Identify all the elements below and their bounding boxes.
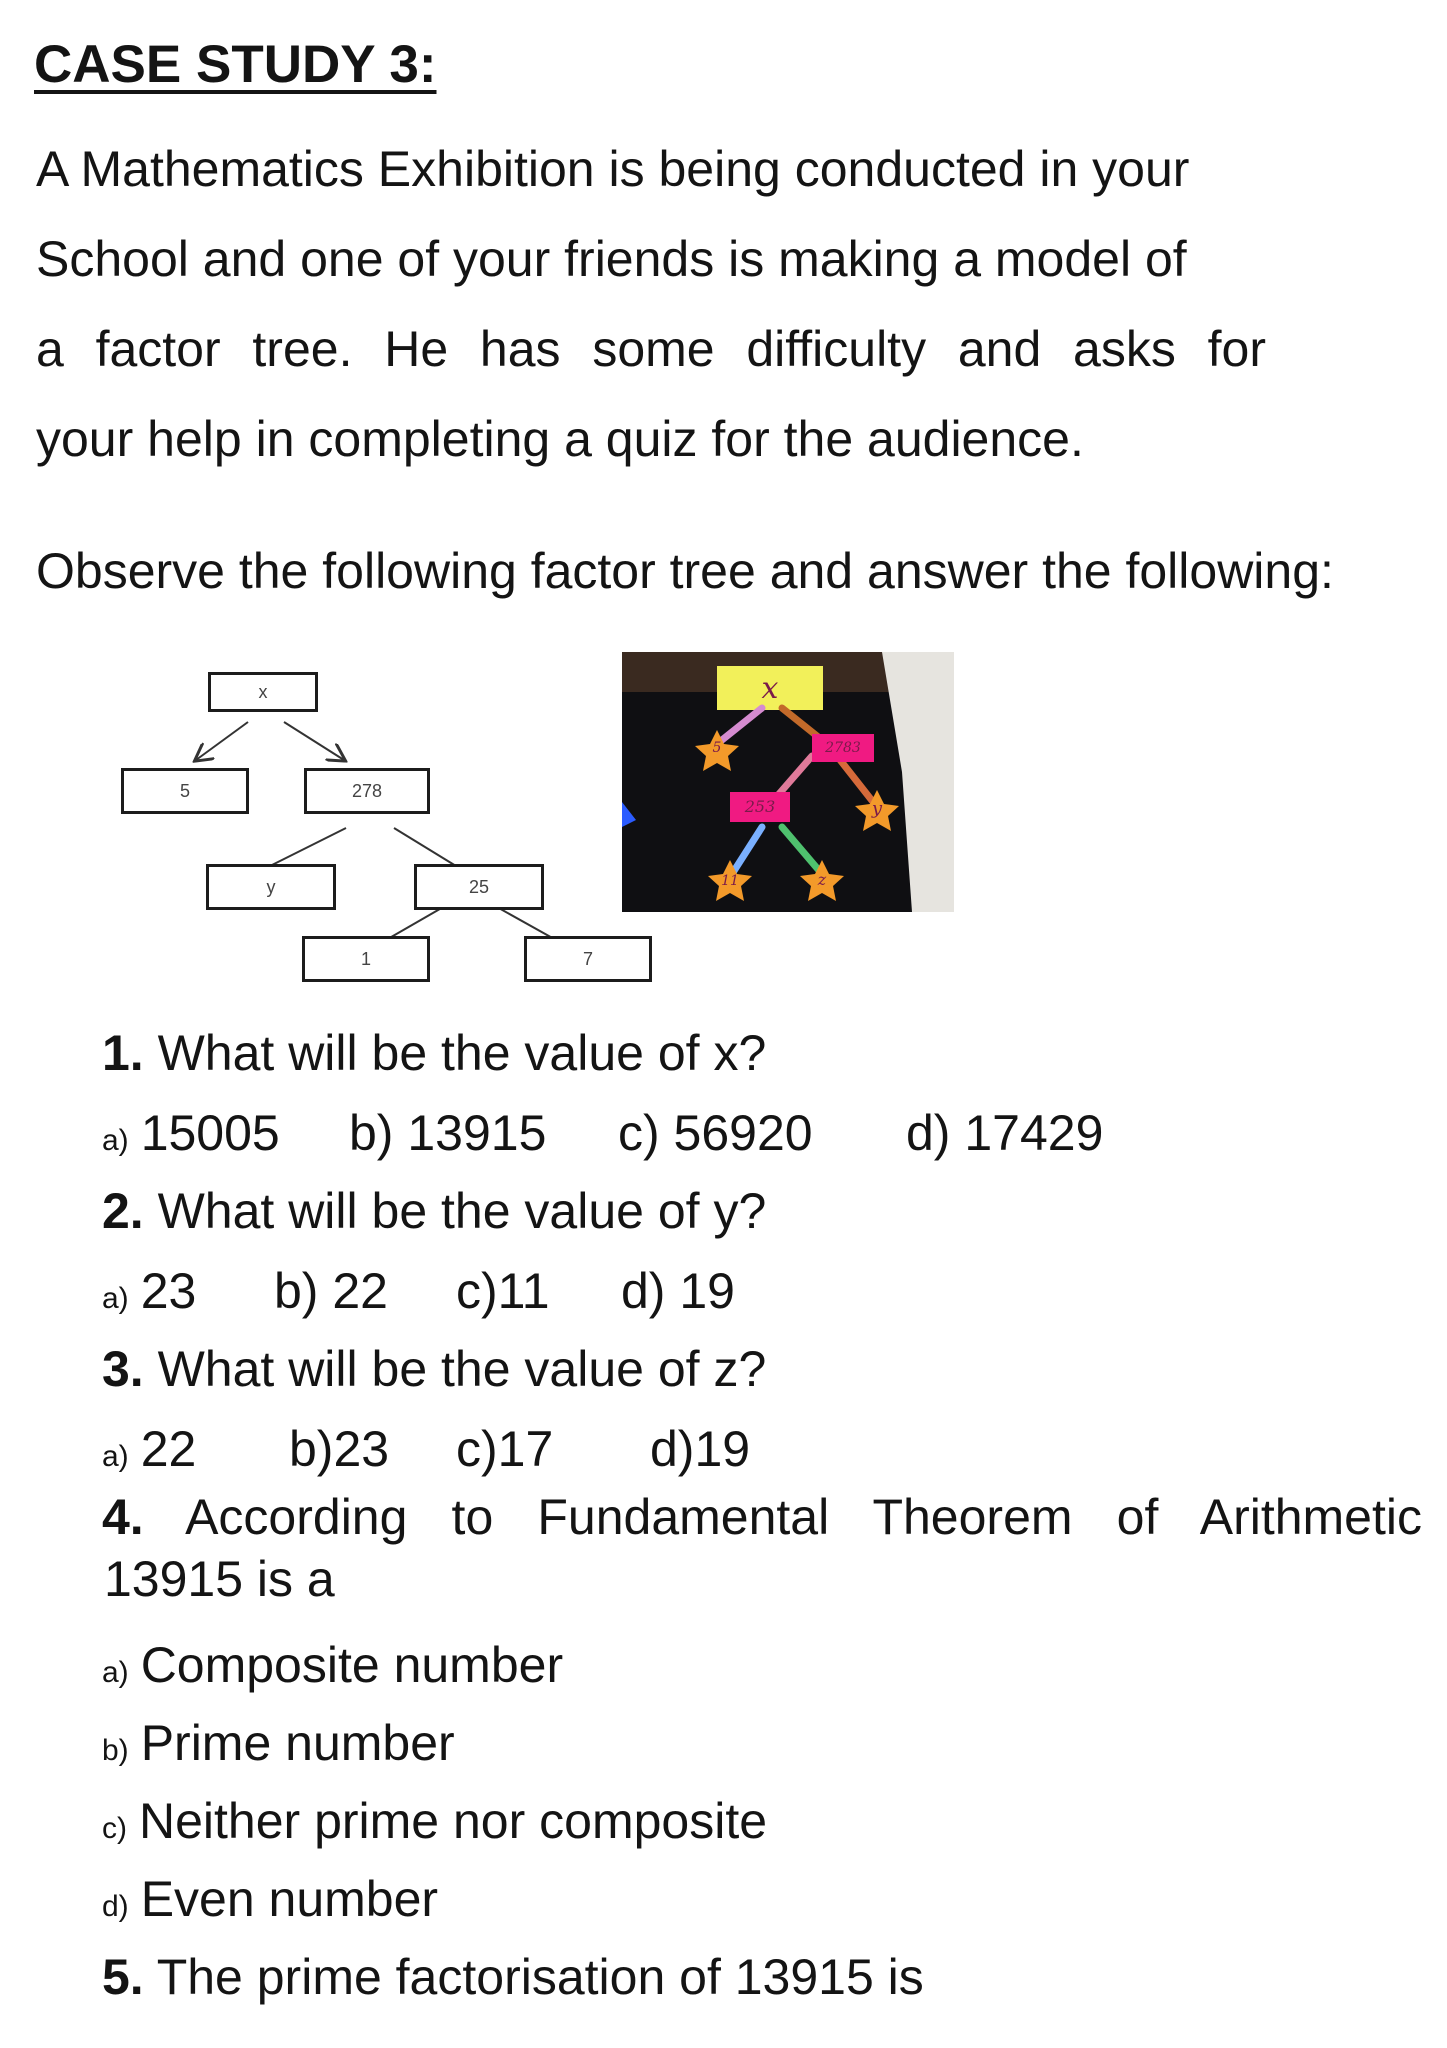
q1-option-a [102,1104,280,1162]
q4-option-a-label: a) [102,1656,129,1689]
intro-line-1: A Mathematics Exhibition is being conducted in your [36,141,1190,197]
q2-option-c: c)11 [456,1263,550,1319]
question-3 [102,1340,766,1398]
photo-label-2783: 2783 [825,740,861,756]
photo-label-11: 11 [721,873,739,889]
tree-node-5: 5 [121,768,249,814]
q1-option-c: c) 56920 [618,1105,813,1161]
question-5 [102,1948,924,2006]
q1-option-b: b) 13915 [349,1105,547,1161]
q3-option-a-text: 22 [140,1421,197,1477]
case-study-heading: CASE STUDY 3: [34,35,437,94]
q4-option-d [102,1870,438,1928]
question-5-text: The prime factorisation of 13915 is [156,1949,924,2005]
photo-label-253: 253 [744,797,776,816]
question-5-number: 5. [102,1949,144,2005]
question-2-number: 2. [102,1183,144,1239]
edge-x-278 [284,722,344,760]
q3-option-d: d)19 [650,1421,751,1477]
q4-option-a [102,1636,563,1694]
photo-label-z: z [817,870,827,889]
q1-option-d: d) 17429 [906,1105,1104,1161]
intro-line-3: a factor tree. He has some difficulty and asks for [36,321,1266,377]
tree-node-278: 278 [304,768,430,814]
q2-option-a [102,1262,196,1320]
question-4-number: 4. [102,1489,144,1545]
q1-option-a-text: 15005 [140,1105,280,1161]
q2-option-d: d) 19 [621,1263,735,1319]
tree-node-25: 25 [414,864,544,910]
q4-option-b-text: Prime number [140,1715,455,1771]
question-1 [102,1024,766,1082]
question-4-text-line1: According to Fundamental Theorem of Arithmetic [185,1489,1422,1545]
edge-278-25 [394,828,456,866]
q4-option-a-text: Composite number [140,1637,564,1693]
q4-option-d-text: Even number [140,1871,439,1927]
tree-connector-lines [0,0,700,1000]
tree-node-1: 1 [302,936,430,982]
question-1-number: 1. [102,1025,144,1081]
edge-x-5 [196,722,248,760]
question-4 [102,1486,1422,1548]
q2-option-b: b) 22 [274,1263,388,1319]
question-3-number: 3. [102,1341,144,1397]
q3-option-a-label: a) [102,1440,129,1473]
tree-node-x: x [208,672,318,712]
edge-278-y [270,828,346,866]
photo-illustration [622,652,954,912]
q2-option-a-label: a) [102,1282,129,1315]
intro-line-2: School and one of your friends is making a model of [36,231,1187,287]
q3-option-c: c)17 [456,1421,554,1477]
question-2 [102,1182,766,1240]
tree-node-7: 7 [524,936,652,982]
photo-label-5: 5 [712,740,722,756]
question-3-text: What will be the value of z? [157,1341,767,1397]
photo-label-y: y [871,798,883,819]
instruction-text: Observe the following factor tree and answer the following: [36,543,1334,599]
q1-option-a-label: a) [102,1124,129,1157]
q4-option-c-label: c) [102,1812,127,1845]
q4-option-c-text: Neither prime nor composite [139,1793,768,1849]
question-2-text: What will be the value of y? [157,1183,767,1239]
photo-label-x: x [761,671,779,706]
q4-option-b [102,1714,455,1772]
q3-option-a [102,1420,196,1478]
q3-option-b: b)23 [289,1421,390,1477]
factor-tree-photo [622,652,954,912]
question-1-text: What will be the value of x? [157,1025,767,1081]
intro-line-4: your help in completing a quiz for the audience. [36,411,1084,467]
question-4-text-line2: 13915 is a [104,1551,335,1607]
q4-option-b-label: b) [102,1734,129,1767]
q4-option-d-label: d) [102,1890,129,1923]
q2-option-a-text: 23 [140,1263,197,1319]
tree-node-y: y [206,864,336,910]
q4-option-c [102,1792,767,1850]
